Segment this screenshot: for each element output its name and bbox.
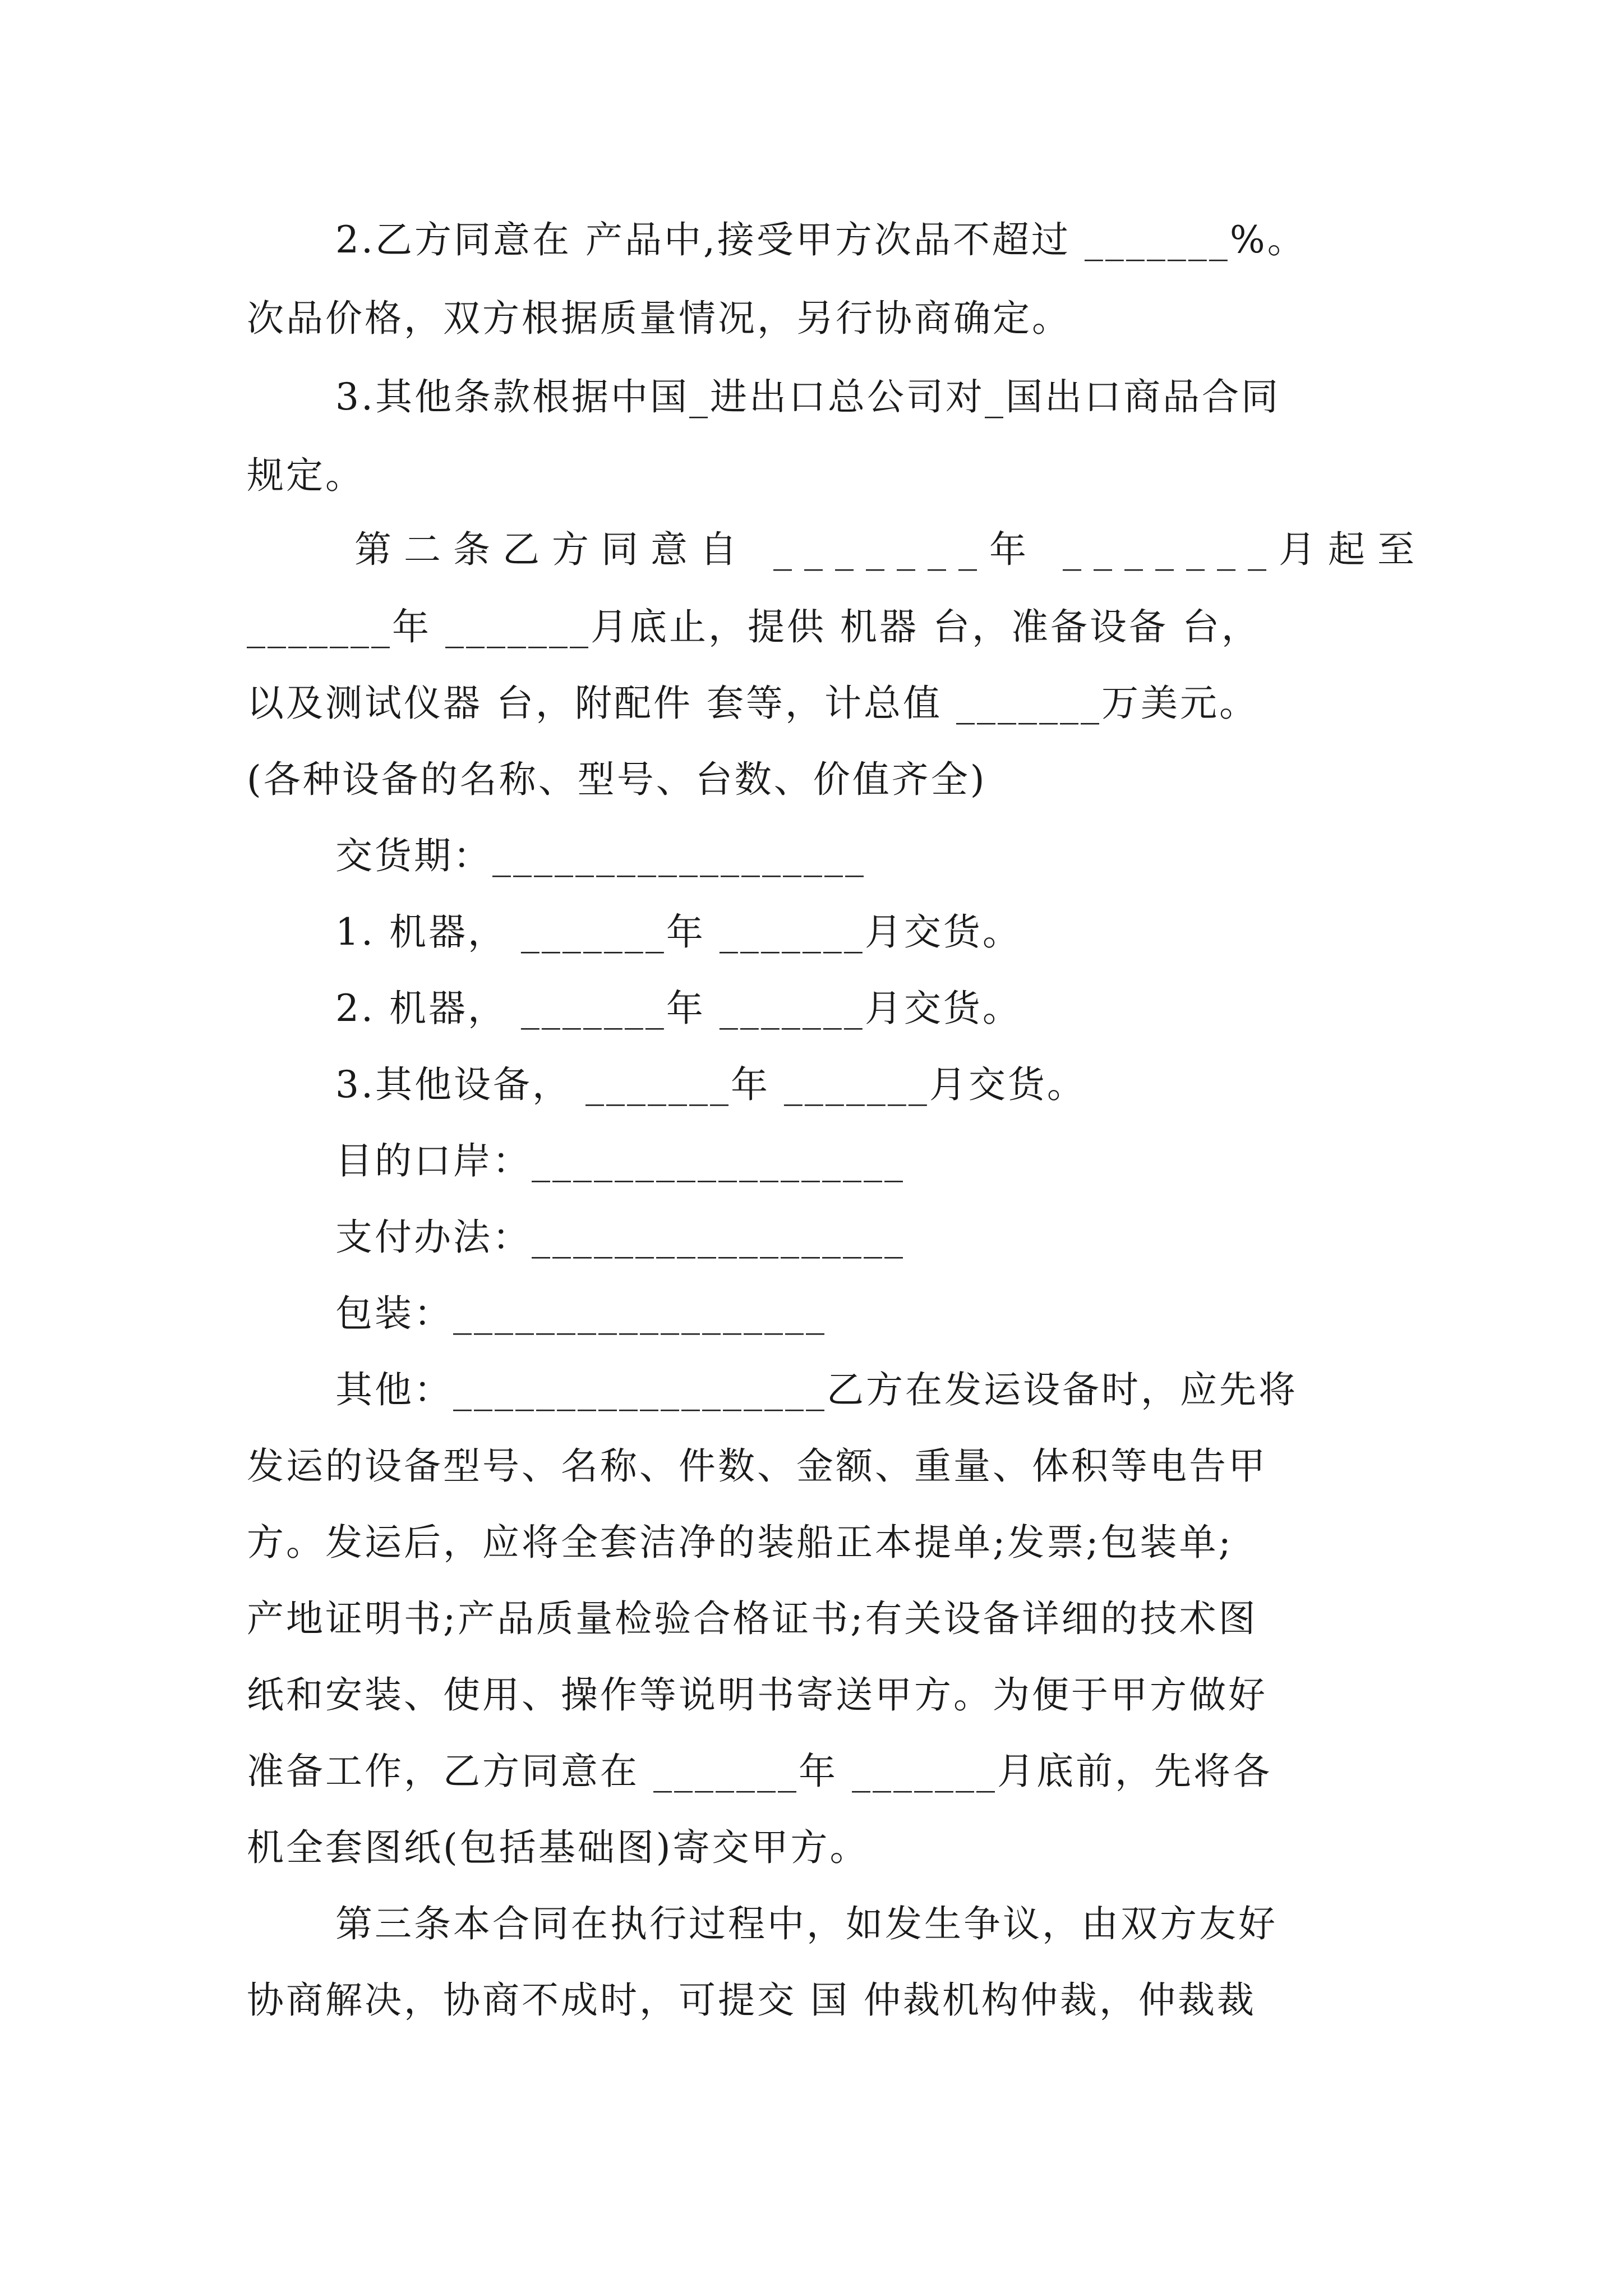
text-line: 规定。	[247, 454, 365, 497]
text-line: 机全套图纸(包括基础图)寄交甲方。	[247, 1826, 869, 1869]
text-line: 交货期：__________________	[335, 834, 866, 877]
text-line: 目的口岸：__________________	[335, 1139, 905, 1182]
text-line: 3.其他设备， _______年 _______月交货。	[335, 1063, 1086, 1106]
text-line: 协商解决，协商不成时，可提交 国 仲裁机构仲裁，仲裁裁	[247, 1978, 1256, 2022]
text-line: 2.乙方同意在 产品中,接受甲方次品不超过 _______%。	[335, 218, 1307, 261]
text-line: 2. 机器， _______年 _______月交货。	[335, 987, 1022, 1030]
text-line: 第二条乙方同意自 _______年 _______月起至	[354, 528, 1427, 571]
text-line: (各种设备的名称、型号、台数、价值齐全)	[247, 758, 987, 801]
text-line: 包装：__________________	[335, 1292, 827, 1335]
text-line: 产地证明书;产品质量检验合格证书;有关设备详细的技术图	[247, 1597, 1258, 1640]
text-line: 3.其他条款根据中国_进出口总公司对_国出口商品合同	[335, 375, 1280, 418]
text-line: 第三条本合同在执行过程中，如发生争议，由双方友好	[335, 1902, 1278, 1945]
text-line: 其他：__________________乙方在发运设备时，应先将	[335, 1368, 1298, 1411]
text-line: 次品价格，双方根据质量情况，另行协商确定。	[247, 297, 1071, 340]
text-line: 纸和安装、使用、操作等说明书寄送甲方。为便于甲方做好	[247, 1673, 1267, 1717]
text-line: 1. 机器， _______年 _______月交货。	[335, 910, 1022, 954]
text-line: 发运的设备型号、名称、件数、金额、重量、体积等电告甲	[247, 1444, 1267, 1488]
text-line: 支付办法：__________________	[335, 1216, 905, 1259]
text-line: 准备工作，乙方同意在 _______年 _______月底前，先将各	[247, 1750, 1272, 1793]
text-line: 方。发运后，应将全套洁净的装船正本提单;发票;包装单;	[247, 1521, 1233, 1564]
text-line: _______年 _______月底止，提供 机器 台，准备设备 台，	[247, 605, 1261, 648]
text-line: 以及测试仪器 台，附配件 套等，计总值 _______万美元。	[247, 682, 1258, 725]
